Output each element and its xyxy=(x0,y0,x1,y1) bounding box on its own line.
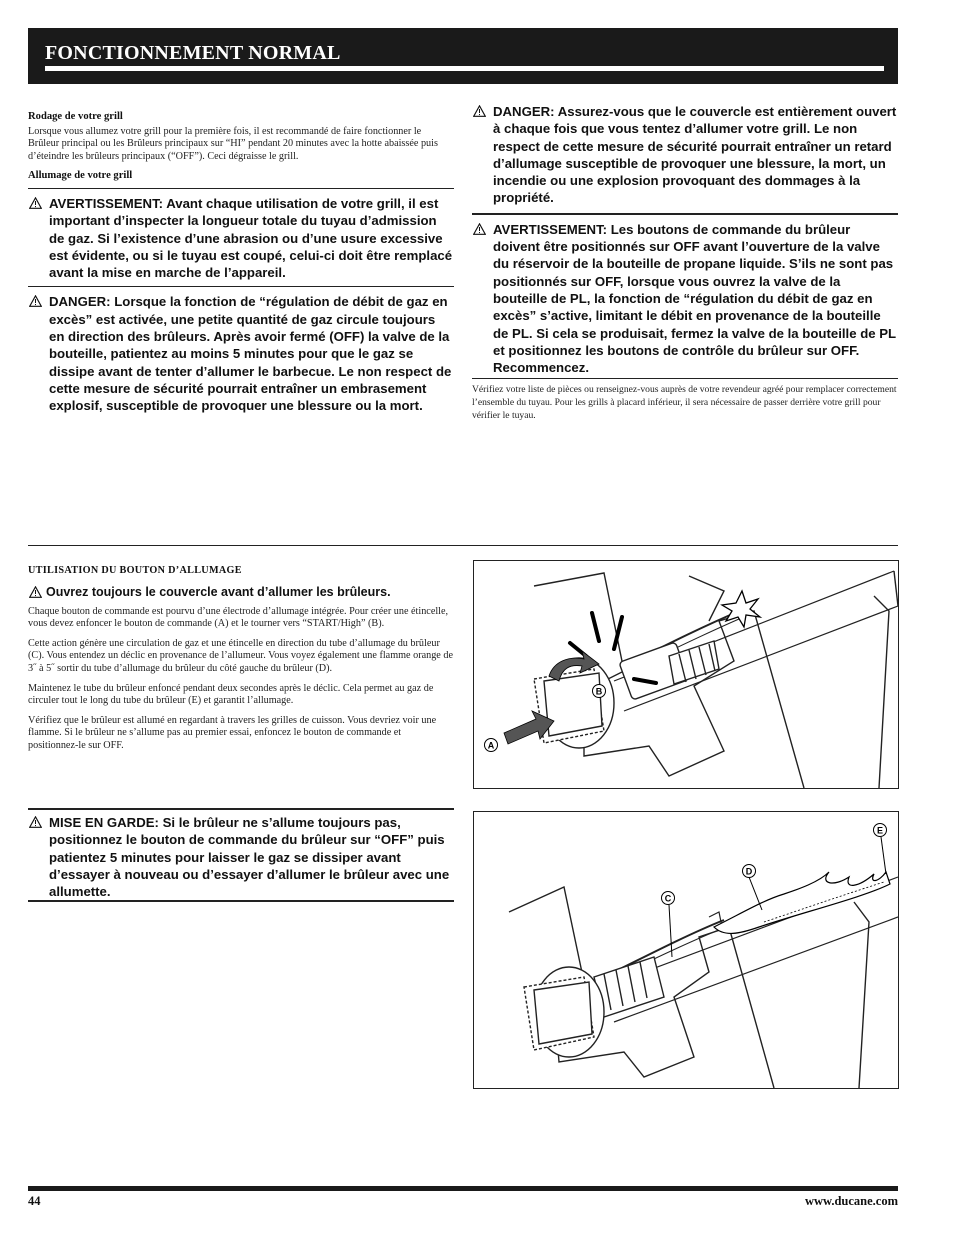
bottom-left-column xyxy=(28,565,454,753)
ignition-paragraph-2: Cette action génère une circulation de gaz et une étincelle en direction du tube d’allumage du brûleur (C). Vous entendez un déclic en provenance de l’allumeur. Vous voyez également une flamme orange de 3˝ à 5˝ sortir du tube d’allumage du brûleur du côté gauche du brûleur (D). xyxy=(28,637,453,674)
warning-1-text: AVERTISSEMENT: Avant chaque utilisation de votre grill, il est important d’inspecter la longueur totale du tuyau d’admission de gaz. Si l’existence d’une abrasion ou d’une usure excessive est évidente, ou si le tuyau est coupé, celui-ci doit être remplacé avant la mise en marche de l’appareil. xyxy=(49,195,453,281)
warning-2-text: AVERTISSEMENT: Les boutons de commande du brûleur doivent être positionnés sur OFF avant l’ouverture de la valve du réservoir de la bouteille de propane liquide. S’ils ne sont pas positionnés sur OFF, lorsque vous ouvrez la valve de la bouteille de PL, la fonction de “régulation du débit de gaz en excès” s’active, limitant le débit en provenance de la bouteille de PL. Si cela se produisait, fermez la valve de la bouteille de PL et positionnez les boutons de contrôle du brûleur sur OFF. Recommencez. xyxy=(493,221,896,376)
divider xyxy=(472,213,898,215)
rodage-body: Lorsque vous allumez votre grill pour la première fois, il est recommandé de faire fonctionner le Brûleur principal ou les Brûleurs principaux sur “HI” pendant 20 minutes avec la hotte abaissée puis d’éteindre les brûleurs principaux (“OFF”). Ceci dégraisse le grill. xyxy=(28,125,438,162)
header-rule xyxy=(45,66,884,71)
danger-open-lid xyxy=(472,103,898,207)
label-e: E xyxy=(876,825,884,836)
caution-still-not-lit xyxy=(28,814,454,900)
label-a: A xyxy=(487,740,495,751)
divider xyxy=(28,808,454,810)
section-title: UTILISATION DU BOUTON D’ALLUMAGE xyxy=(28,565,242,576)
ignition-paragraph-3: Maintenez le tube du brûleur enfoncé pendant deux secondes après le déclic. Cela permet au gaz de circuler tout le long du tube du brûleur (E) et garantit l’allumage. xyxy=(28,682,434,707)
label-b: B xyxy=(595,686,603,697)
rodage-title: Rodage de votre grill xyxy=(28,111,123,122)
divider xyxy=(28,286,454,287)
warning-triangle-icon xyxy=(473,105,486,117)
page-title: FONCTIONNEMENT NORMAL xyxy=(45,42,341,64)
footer-bar xyxy=(28,1186,898,1191)
ignition-illustration xyxy=(474,561,898,788)
label-c: C xyxy=(664,893,672,904)
warning-burner-off xyxy=(472,221,898,377)
danger-excess-flow xyxy=(28,293,454,414)
warning-triangle-icon xyxy=(29,816,42,828)
caution-open-lid xyxy=(28,585,454,600)
right-top-column xyxy=(472,103,898,422)
burner-flame-illustration xyxy=(474,812,898,1088)
divider xyxy=(28,900,454,902)
warning-hose-inspection xyxy=(28,195,454,281)
hose-note: Vérifiez votre liste de pièces ou renseignez-vous auprès de votre revendeur agréé pour remplacer correctement l’ensemble du tuyau. Pour les grills à placard inférieur, il sera nécessaire de passer derrière votre grill pour vérifier le tuyau. xyxy=(472,384,897,421)
danger-2-text: DANGER: Assurez-vous que le couvercle est entièrement ouvert à chaque fois que vous tentez d’allumer votre grill. Le non respect de cette mesure de sécurité pourrait entraîner un retard d’allumage susceptible de provoquer une blessure, la mort, un incendie ou une explosion provoquant des dommages à la propriété. xyxy=(493,104,897,206)
label-d: D xyxy=(745,866,753,877)
header-bar xyxy=(28,28,898,84)
page-number: 44 xyxy=(28,1194,41,1208)
warning-triangle-icon xyxy=(473,223,486,235)
divider xyxy=(472,378,898,379)
danger-1-text: DANGER: Lorsque la fonction de “régulation de débit de gaz en excès” est activée, une petite quantité de gaz circule toujours en direction des brûleurs. Après avoir fermé (OFF) la valve de la bouteille, patientez au moins 5 minutes pour que le gaz se dissipe avant de tenter d’allumer le barbecue. Le non respect de cette mesure de sécurité pourrait entraîner un embrasement explosif, susceptible de provoquer une blessure ou la mort. xyxy=(49,294,452,414)
figure-burner-flame xyxy=(473,811,899,1089)
allumage-title: Allumage de votre grill xyxy=(28,170,133,182)
divider xyxy=(28,188,454,189)
figure-ignition-knob xyxy=(473,560,899,789)
website-link[interactable]: www.ducane.com xyxy=(804,1194,898,1208)
left-top-column xyxy=(28,111,454,415)
warning-triangle-icon xyxy=(29,197,42,209)
section-divider xyxy=(28,545,898,546)
warning-triangle-icon xyxy=(29,295,42,307)
caution-box-text: MISE EN GARDE: Si le brûleur ne s’allume toujours pas, positionnez le bouton de commande du brûleur sur “OFF” puis patientez 5 minutes pour laisser le gaz se dissiper avant d’essayer à nouveau ou d’essayer d’allumer le brûleur avec une allumette. xyxy=(49,815,450,900)
ignition-paragraph-4: Vérifiez que le brûleur est allumé en regardant à travers les grilles de cuisson. Vous devriez voir une flamme. Si le brûleur ne s’allume pas au premier essai, enfoncez le bouton de commande et positionnez-le sur OFF. xyxy=(28,714,437,751)
caution-lid-text: Ouvrez toujours le couvercle avant d’allumer les brûleurs. xyxy=(46,584,391,599)
ignition-paragraph-1: Chaque bouton de commande est pourvu d’une électrode d’allumage intégrée. Pour créer une étincelle, vous devez enfoncer le bouton de commande (A) et le tourner vers “START/High” (B). xyxy=(28,605,449,630)
warning-triangle-icon xyxy=(29,586,42,598)
